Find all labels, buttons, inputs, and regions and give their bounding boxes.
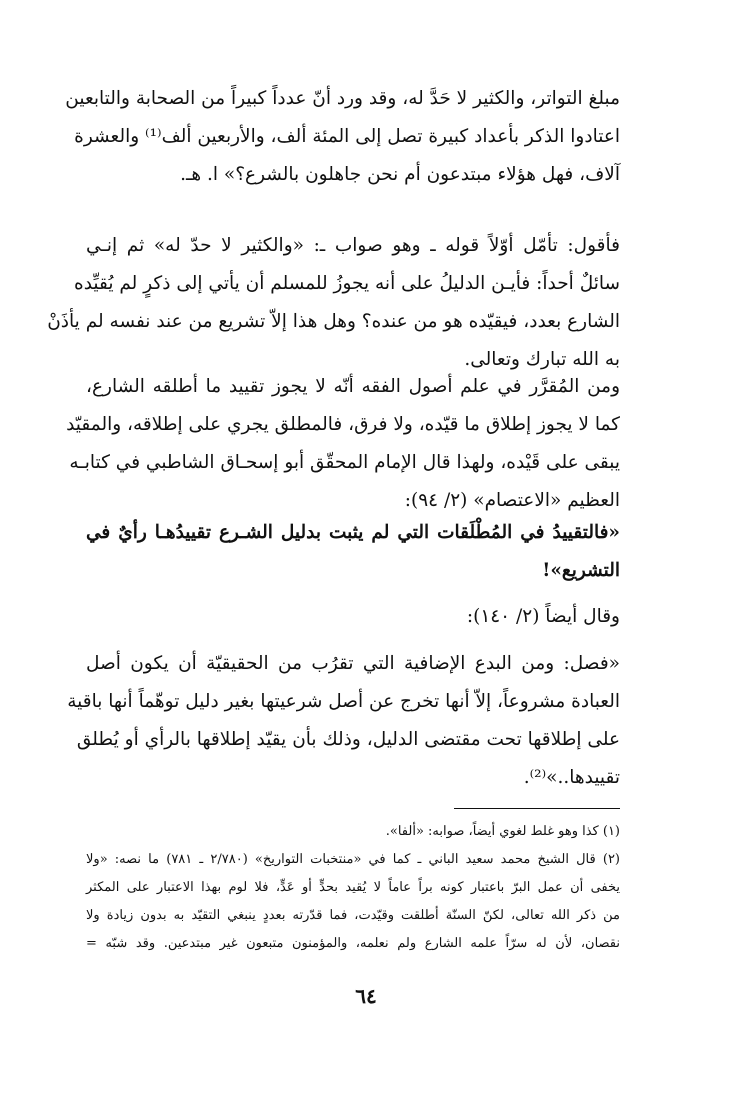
text-line: اعتادوا الذكر بأعداد كبيرة تصل إلى المئة ألف، والأربعين ألف⁽¹⁾ والعشرة [74, 126, 620, 147]
paragraph-2 [47, 227, 620, 379]
text-line: «فالتقييدُ في المُطْلَقات التي لم يثبت بدليل الشـرع تقييدُهـا رأيٌ في [86, 522, 620, 543]
footnote-2-line: (٢) قال الشيخ محمد سعيد الباني ـ كما في «منتخبات التواريخ» (٢/٧٨٠ ـ ٧٨١) ما نصه: «ولا [86, 852, 620, 867]
text-line: كما لا يجوز إطلاق ما قيّده، ولا فرق، فالمطلق يجري على إطلاقه، والمقيّد [66, 414, 620, 435]
paragraph-6 [67, 645, 620, 797]
footnote-divider [454, 808, 620, 809]
page-number: ٦٤ [355, 984, 377, 1008]
text-line: على إطلاقها تحت مقتضى الدليل، وذلك بأن يقيّد إطلاقها بالرأي أو يُطلق [76, 729, 620, 750]
text-line: مبلغ التواتر، والكثير لا حَدَّ له، وقد ورد أنّ عدداً كبيراً من الصحابة والتابعين [65, 88, 620, 109]
quote-paragraph [86, 514, 620, 590]
text-line: الشارع بعدد، فيقيّده هو من عنده؟ وهل هذا إلاّ تشريع من عند نفسه لم يأذَنْ [47, 311, 620, 332]
footnotes [86, 818, 620, 958]
footnote-2-line: يخفى أن عمل البرّ باعتبار كونه براً عاماً لا يُقيد بحدٍّ أو عَدٍّ، فلا لوم بهذا الاعتبار على المكثر [86, 880, 620, 895]
text-line: به الله تبارك وتعالى. [464, 349, 620, 370]
text-line: فأقول: تأمّل أوّلاً قوله ـ وهو صواب ـ: «والكثير لا حدّ له» ثم إنـي [86, 235, 620, 256]
text-line: العبادة مشروعاً، إلاّ أنها تخرج عن أصل شرعيتها بغير دليل توهّماً أنها باقية [67, 691, 620, 712]
text-line: يبقى على قَيْده، ولهذا قال الإمام المحقّق أبو إسحـاق الشاطبي في كتابـه [69, 452, 620, 473]
text-line: «فصل: ومن البدع الإضافية التي تقرُب من الحقيقيّة أن يكون أصل [86, 653, 620, 674]
text-line: تقييدها..»⁽²⁾. [523, 767, 620, 788]
paragraph-5 [86, 598, 620, 636]
paragraph-3 [66, 368, 620, 520]
footnote-2-line: نقصان، لأن له سرّاً علمه الشارع ولم نعلمه، والمؤمنون متبعون غير مبتدعين. وقد شبّه = [86, 936, 620, 951]
text-line: وقال أيضاً (٢/ ١٤٠): [466, 606, 620, 627]
text-line: آلاف، فهل هؤلاء مبتدعون أم نحن جاهلون بالشرع؟» ا. هـ. [180, 164, 620, 185]
text-line: سائلٌ أحداً: فأيـن الدليلُ على أنه يجوزُ للمسلم أن يأتي إلى ذكرٍ لم يُقيِّده [74, 273, 620, 294]
text-line: ومن المُقرَّر في علم أصول الفقه أنّه لا يجوز تقييد ما أطلقه الشارع، [86, 376, 620, 397]
footnote-1: (١) كذا وهو غلط لغوي أيضاً، صوابه: «ألفا». [385, 824, 620, 839]
text-line: العظيم «الاعتصام» (٢/ ٩٤): [404, 490, 620, 511]
paragraph-1 [65, 80, 620, 194]
footnote-2-line: من ذكر الله تعالى، لكنّ السنّة أطلقت وقيّدت، فما قدّرته بعددٍ ينبغي التقيّد به بدون زيادة ولا [86, 908, 620, 923]
text-line: التشريع»! [542, 560, 620, 581]
